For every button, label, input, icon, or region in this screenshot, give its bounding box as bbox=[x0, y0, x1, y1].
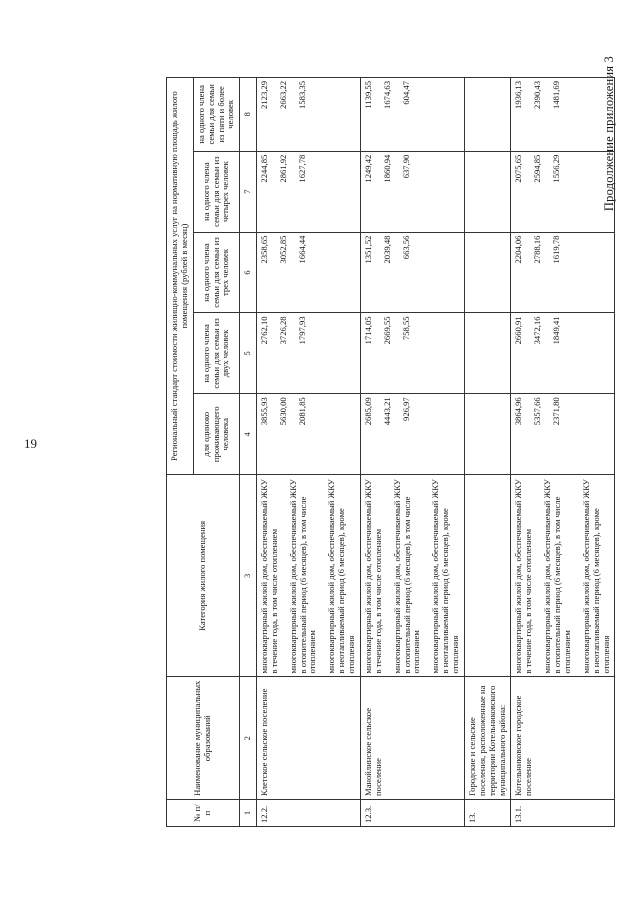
value: 1674,63 bbox=[381, 81, 392, 109]
value: 926,97 bbox=[400, 397, 411, 421]
value-cell-five bbox=[464, 78, 511, 152]
value-cell-single bbox=[360, 394, 464, 475]
value: 2244,85 bbox=[258, 154, 269, 183]
value: 3855,93 bbox=[258, 397, 269, 426]
value: 663,56 bbox=[400, 235, 411, 260]
value: 1481,69 bbox=[551, 81, 562, 109]
page-number: 19 bbox=[24, 436, 37, 451]
value-cell-three bbox=[360, 232, 464, 313]
value-cell-single bbox=[464, 394, 511, 475]
value: 604,47 bbox=[400, 81, 411, 105]
value-cell-three bbox=[464, 232, 511, 313]
col-header-sub-3: на одного члена семьи для семьи из трех человек bbox=[193, 232, 240, 313]
row-number: 12.3. bbox=[360, 800, 464, 827]
index-cell: 3 bbox=[240, 475, 257, 677]
value-cell-three bbox=[256, 232, 360, 313]
col-header-group: Региональный стандарт стоимости жилищно-коммунальных услуг на нормативную площадь жилого помещения (рублей в месяц) bbox=[167, 78, 194, 475]
row-number: 13.1. bbox=[511, 800, 615, 827]
category-cell bbox=[256, 475, 360, 677]
index-cell: 7 bbox=[240, 151, 257, 232]
value-cell-four bbox=[360, 151, 464, 232]
category-text: многоквартирный жилой дом, обеспечиваемый ЖКУ в отопительный период (6 месяцев), в том числе отоплением bbox=[287, 479, 318, 674]
col-header-no: № п/п bbox=[167, 800, 240, 827]
value-cell-four bbox=[511, 151, 615, 232]
col-header-municipality: Наименование муниципальных образований bbox=[167, 677, 240, 800]
value-cell-four bbox=[464, 151, 511, 232]
value-cell-five bbox=[256, 78, 360, 152]
index-cell: 5 bbox=[240, 313, 257, 394]
category-text: многоквартирный жилой дом, обеспечиваемый ЖКУ в неотапливаемый период (6 месяцев), кроме отопления bbox=[430, 479, 461, 674]
value: 1936,13 bbox=[513, 81, 524, 109]
table-row bbox=[464, 78, 511, 827]
municipality-name: Клетское сельское поселение bbox=[256, 677, 360, 800]
value: 1556,29 bbox=[551, 154, 562, 183]
col-header-sub-5: на одного члена семьи для семьи из пяти и более человек bbox=[193, 78, 240, 152]
value: 2075,65 bbox=[513, 154, 524, 183]
col-header-sub-1: для одиноко проживающего человека bbox=[193, 394, 240, 475]
value: 2081,85 bbox=[296, 397, 307, 426]
value: 5357,66 bbox=[532, 397, 543, 426]
index-cell: 8 bbox=[240, 78, 257, 152]
value: 2660,91 bbox=[513, 316, 524, 345]
header-row-1 bbox=[167, 78, 194, 827]
category-text: многоквартирный жилой дом, обеспечиваемый ЖКУ в неотапливаемый период (6 месяцев), кроме отопления bbox=[326, 479, 357, 674]
category-text: многоквартирный жилой дом, обеспечиваемый ЖКУ в течение года, в том числе отоплением bbox=[258, 479, 279, 674]
value: 3726,28 bbox=[277, 316, 288, 345]
value: 758,55 bbox=[400, 316, 411, 341]
value: 2685,09 bbox=[362, 397, 373, 426]
value: 2371,80 bbox=[551, 397, 562, 426]
value: 1849,41 bbox=[551, 316, 562, 345]
index-cell: 1 bbox=[240, 800, 257, 827]
col-header-sub-2: на одного члена семьи для семьи из двух человек bbox=[193, 313, 240, 394]
value: 1797,93 bbox=[296, 316, 307, 345]
municipality-name: Манойлинское сельское поселение bbox=[360, 677, 464, 800]
value: 3472,16 bbox=[532, 316, 543, 345]
index-row bbox=[240, 78, 257, 827]
value-cell-single bbox=[511, 394, 615, 475]
value-cell-two bbox=[360, 313, 464, 394]
value-cell-two bbox=[256, 313, 360, 394]
category-cell bbox=[360, 475, 464, 677]
municipality-name: Котельниковское городское поселение bbox=[511, 677, 615, 800]
table-row bbox=[360, 78, 464, 827]
value: 2358,65 bbox=[258, 235, 269, 264]
value: 2039,48 bbox=[381, 235, 392, 264]
value: 637,90 bbox=[400, 154, 411, 179]
value-cell-five bbox=[360, 78, 464, 152]
value-cell-two bbox=[511, 313, 615, 394]
value: 2204,06 bbox=[513, 235, 524, 264]
category-cell bbox=[464, 475, 511, 677]
value: 1351,52 bbox=[362, 235, 373, 264]
value: 2762,10 bbox=[258, 316, 269, 345]
table-row bbox=[256, 78, 360, 827]
value: 3052,85 bbox=[277, 235, 288, 264]
value-cell-three bbox=[511, 232, 615, 313]
row-number: 12.2. bbox=[256, 800, 360, 827]
category-text: многоквартирный жилой дом, обеспечиваемый ЖКУ в неотапливаемый период (6 месяцев), кроме отопления bbox=[580, 479, 611, 674]
value-cell-five bbox=[511, 78, 615, 152]
value: 2390,43 bbox=[532, 81, 543, 109]
row-number: 13. bbox=[464, 800, 511, 827]
value: 1619,78 bbox=[551, 235, 562, 264]
value: 1249,42 bbox=[362, 154, 373, 183]
value: 2788,16 bbox=[532, 235, 543, 264]
value: 1627,78 bbox=[296, 154, 307, 183]
col-header-sub-4: на одного члена семьи для семьи из четырех человек bbox=[193, 151, 240, 232]
col-header-category: Категория жилого помещения bbox=[167, 475, 240, 677]
category-text: многоквартирный жилой дом, обеспечиваемый ЖКУ в течение года, в том числе отоплением bbox=[362, 479, 383, 674]
value-cell-two bbox=[464, 313, 511, 394]
value: 1583,35 bbox=[296, 81, 307, 109]
table-row bbox=[511, 78, 615, 827]
value-cell-four bbox=[256, 151, 360, 232]
category-text: многоквартирный жилой дом, обеспечиваемый ЖКУ в отопительный период (6 месяцев), в том числе отоплением bbox=[391, 479, 422, 674]
municipality-name: Городские и сельские поселения, расположенные на территории Котельниковского муниципального района: bbox=[464, 677, 511, 800]
value: 2663,22 bbox=[277, 81, 288, 109]
housing-cost-table bbox=[166, 77, 615, 827]
category-text: многоквартирный жилой дом, обеспечиваемый ЖКУ в отопительный период (6 месяцев), в том числе отоплением bbox=[542, 479, 572, 674]
value: 4443,21 bbox=[381, 397, 392, 426]
value: 1714,05 bbox=[362, 316, 373, 345]
index-cell: 4 bbox=[240, 394, 257, 475]
value: 2123,29 bbox=[258, 81, 269, 109]
value-cell-single bbox=[256, 394, 360, 475]
value: 1664,44 bbox=[296, 235, 307, 264]
category-cell bbox=[511, 475, 615, 677]
value: 2594,85 bbox=[532, 154, 543, 183]
index-cell: 2 bbox=[240, 677, 257, 800]
value: 1139,55 bbox=[362, 81, 373, 109]
category-text: многоквартирный жилой дом, обеспечиваемый ЖКУ в течение года, в том числе отоплением bbox=[513, 479, 534, 674]
value: 2669,55 bbox=[381, 316, 392, 345]
value: 3864,96 bbox=[513, 397, 524, 426]
appendix-heading-text: Продолжение приложения 3 bbox=[602, 56, 616, 212]
value: 5630,00 bbox=[277, 397, 288, 426]
index-cell: 6 bbox=[240, 232, 257, 313]
value: 1860,94 bbox=[381, 154, 392, 183]
value: 2861,92 bbox=[277, 154, 288, 183]
